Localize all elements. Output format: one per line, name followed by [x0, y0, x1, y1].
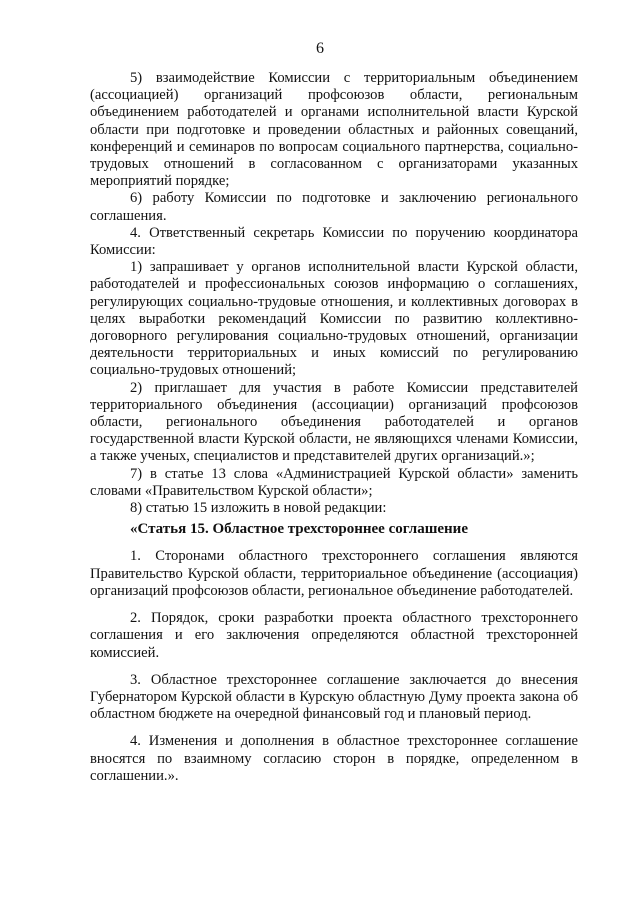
paragraph-item-5: 5) взаимодействие Комиссии с территориальным объединением (ассоциацией) организаций профсоюзов области, региональным объединением работодателей и органами исполнительной власти Курской области при подготовке и проведении областных и районных совещаний, конференций и семинаров по вопросам социального партнерства, социально-трудовых отношений в согласованном с организаторами указанных мероприятий порядке; — [90, 70, 578, 190]
article-paragraph-2: 2. Порядок, сроки разработки проекта областного трехстороннего соглашения и его заключения определяются областной трехсторонней комиссией. — [90, 610, 578, 661]
paragraph-section-4: 4. Ответственный секретарь Комиссии по поручению координатора Комиссии: — [90, 224, 578, 259]
document-body — [90, 70, 578, 785]
paragraph-subitem-1: 1) запрашивает у органов исполнительной власти Курской области, работодателей и профессиональных союзов информацию о соглашениях, регулирующих социально-трудовые отношения, и коллективных договорах в целях выработки рекомендаций Комиссии по развитию коллективно-договорного регулирования социально-трудовых отношений, организации деятельности территориальных и иных комиссий по регулированию социально-трудовых отношений; — [90, 259, 578, 379]
article-paragraph-1: 1. Сторонами областного трехстороннего соглашения являются Правительство Курской области, территориальное объединение (ассоциация) организаций профсоюзов области, региональное объединение работодателей. — [90, 548, 578, 599]
page-number: 6 — [316, 40, 324, 57]
paragraph-item-6: 6) работу Комиссии по подготовке и заключению регионального соглашения. — [90, 190, 578, 224]
article-paragraph-3: 3. Областное трехстороннее соглашение заключается до внесения Губернатором Курской области в Курскую областную Думу проекта закона об областном бюджете на очередной финансовый год и плановый период. — [90, 671, 578, 723]
paragraph-item-7: 7) в статье 13 слова «Администрацией Курской области» заменить словами «Правительством Курской области»; — [90, 465, 578, 499]
article-paragraph-4: 4. Изменения и дополнения в областное трехстороннее соглашение вносятся по взаимному согласию сторон в порядке, определенном в соглашении.». — [90, 733, 578, 784]
paragraph-item-8: 8) статью 15 изложить в новой редакции: — [130, 500, 387, 517]
paragraph-subitem-2: 2) приглашает для участия в работе Комиссии представителей территориального объединения (ассоциации) организаций профсоюзов области, регионального объединения работодателей и органов государственной власти Курской области, не являющихся членами Комиссии, а также ученых, специалистов и представителей других организаций.»; — [90, 379, 578, 465]
article-15-heading: «Статья 15. Областное трехстороннее соглашение — [130, 521, 468, 538]
